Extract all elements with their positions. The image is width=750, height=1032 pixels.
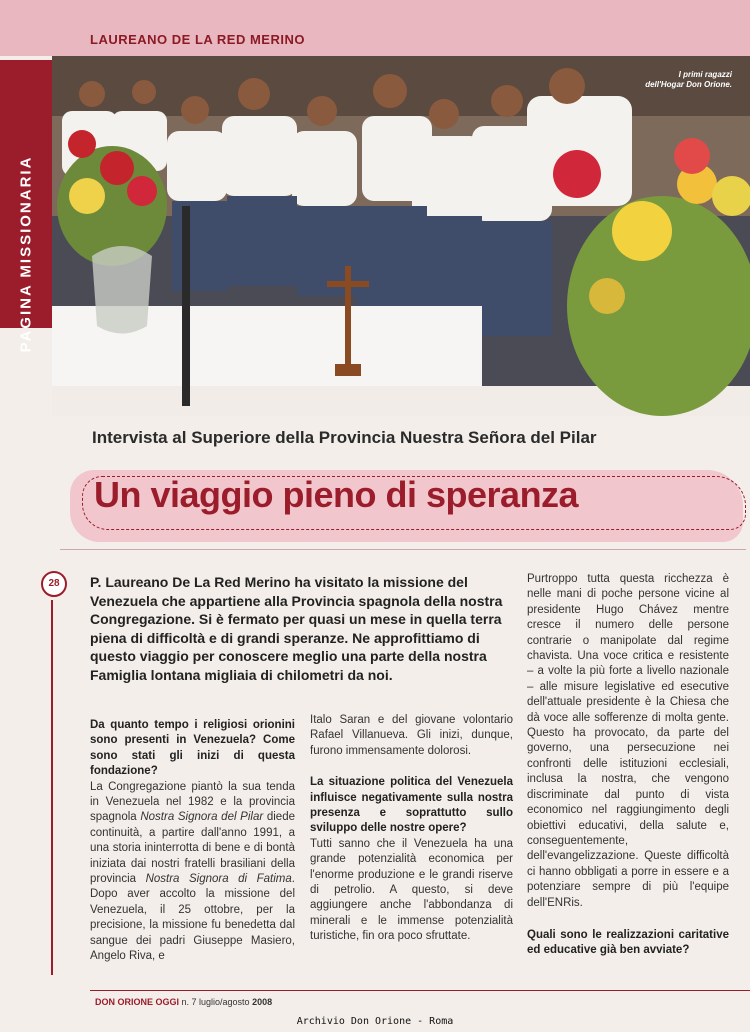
photo-caption-line2: dell'Hogar Don Orione. <box>645 80 732 89</box>
divider <box>60 549 746 550</box>
top-band <box>0 0 750 56</box>
page-margin-line <box>51 600 53 975</box>
footer-brand: DON ORIONE OGGI <box>95 997 180 1007</box>
question-1: Da quanto tempo i religiosi orionini sono presenti in Venezuela? Come sono stati gli inizi di questa fondazione? <box>90 719 295 778</box>
answer-1-text: . Dopo aver accolto la missione del Venezuela, il 25 ottobre, per la precisione, la missione fu benedetta dal sangue dei padri Giuseppe Masiero, Angelo Riva, e <box>90 873 295 963</box>
page-number: 28 <box>41 571 67 597</box>
header-author: LAUREANO DE LA RED MERINO <box>90 32 305 47</box>
answer-1-text: La Congregazione piantò la sua tenda in Venezuela nel 1982 e la provincia spagnola <box>90 780 295 824</box>
photo-caption <box>602 70 732 90</box>
footer-issue: n. 7 luglio/agosto <box>179 997 253 1007</box>
answer-2: Tutti sanno che il Venezuela ha una grande potenzialità economica per l'enorme produzione e le grandi riserve di petrolio. A questo, si deve aggiungere anche l'abbondanza di minerali e le immense potenzialità turistiche, fin ora poco sfruttate. <box>310 837 513 943</box>
article-lead: P. Laureano De La Red Merino ha visitato la missione del Venezuela che appartiene alla Provincia spagnola della nostra Congregazione. Si è fermato per quasi un mese in quella terra piena di difficoltà e di grandi speranze. Ne approfittiamo di questo viaggio per conoscere meglio una parte della nostra Famiglia lontana migliaia di chilometri da noi. <box>90 574 503 683</box>
article-title: Un viaggio pieno di speranza <box>94 474 579 515</box>
column-1 <box>90 718 295 965</box>
article-subtitle: Intervista al Superiore della Provincia Nuestra Señora del Pilar <box>92 428 597 447</box>
answer-2-continued: Purtroppo tutta questa ricchezza è nelle mani di poche persone vicine al presidente Hugo Chávez mentre cresce il numero delle persone contrarie o manipolate dal regime chavista. Una voce critica e resistente – a volte la più forte a livello nazionale – alle misure legislative ed esecutive dell'attuale presidente è la Chiesa che dà voce alle sofferenze di molta gente. Questo ha provocato, da parte del governo, una persecuzione nei confronti delle istituzioni ecclesiali, inclusa la nostra, che vengono discriminate dal punto di vista economico nel raggiungimento degli obiettivi educativi, della salute e, conseguentemente, dell'evangelizzazione. Queste difficoltà ci hanno obbligati a porre in essere e a potenziare sempre di più l'equipe dell'ENRis. <box>527 573 729 909</box>
question-2: La situazione politica del Venezuela influisce negativamente sulla nostra presenza e soprattutto sullo sviluppo delle nostre opere? <box>310 776 513 835</box>
column-2 <box>310 713 513 945</box>
answer-1-continued: Italo Saran e del giovane volontario Rafael Villanueva. Gli inizi, dunque, furono immensamente dolorosi. <box>310 714 513 757</box>
answer-1-italic: Nostra Signora di Fatima <box>145 873 292 886</box>
archive-credit: Archivio Don Orione - Roma <box>296 1016 454 1027</box>
section-tab-label: PAGINA MISSIONARIA <box>17 155 35 353</box>
article-photo <box>52 56 750 416</box>
photo-caption-line1: I primi ragazzi <box>678 70 732 79</box>
footer-rule <box>90 990 750 991</box>
photo-illustration <box>52 56 750 416</box>
answer-1-text: diede continuità, a partire dall'anno 1991, a una storia ininterrotta di bene e di bontà iniziata dai nostri fratelli brasiliani della provincia <box>90 811 295 886</box>
answer-1 <box>90 780 295 965</box>
question-3: Quali sono le realizzazioni caritative ed educative già ben avviate? <box>527 928 729 957</box>
column-3 <box>527 572 729 959</box>
answer-1-italic: Nostra Signora del Pilar <box>140 811 264 824</box>
section-tab <box>0 60 52 353</box>
footer-year: 2008 <box>252 997 273 1007</box>
footer <box>95 997 272 1007</box>
